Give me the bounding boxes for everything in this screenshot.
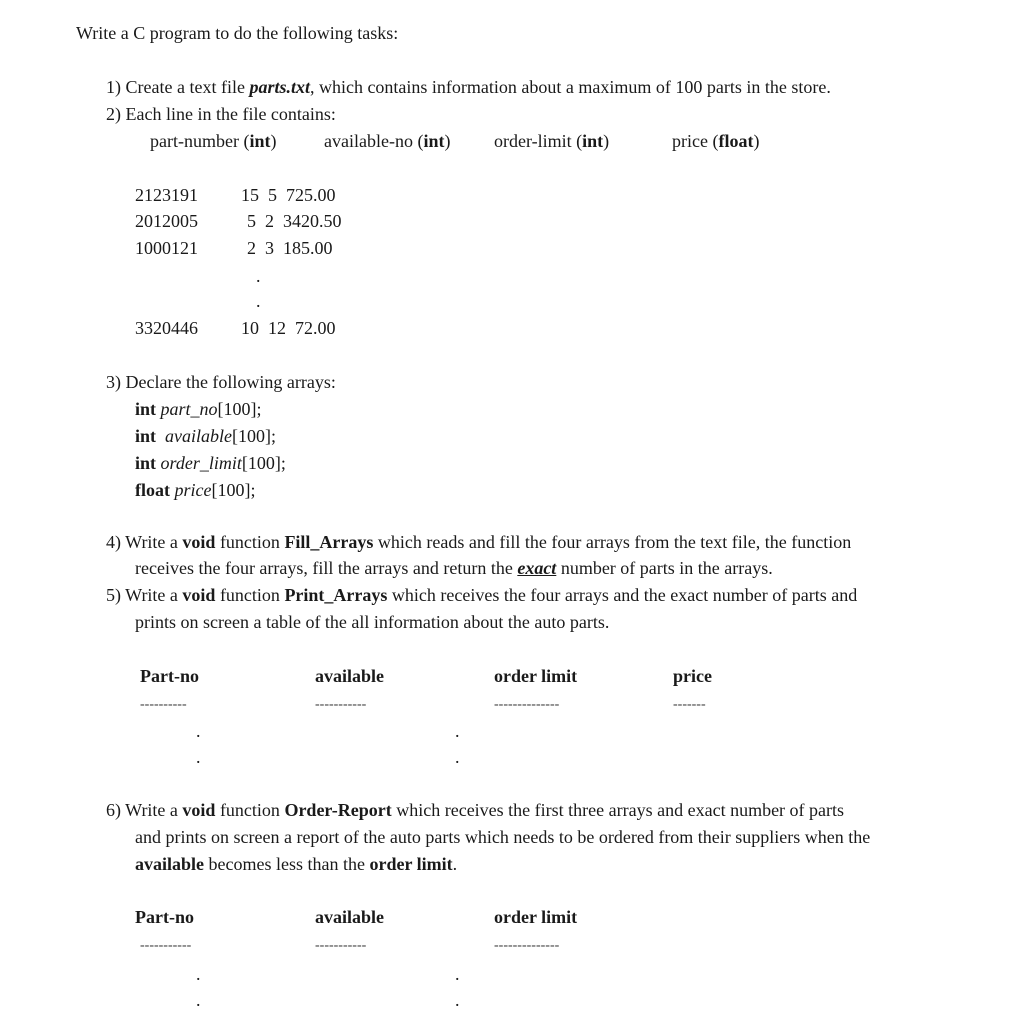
task-4-line-1: 4) Write a void function Fill_Arrays which reads and fill the four arrays from the text file, the function — [106, 532, 852, 552]
array-decl-order-limit: int order_limit[100]; — [135, 453, 286, 473]
task-6-line-2: and prints on screen a report of the auto parts which needs to be ordered from their suppliers when the — [135, 827, 871, 847]
page-title: Write a C program to do the following tasks: — [76, 23, 399, 43]
task-4-line-2: receives the four arrays, fill the arrays and return the exact number of parts in the arrays. — [135, 558, 773, 578]
task-5-line-2: prints on screen a table of the all information about the auto parts. — [135, 612, 610, 632]
dash-rule: ---------- — [140, 697, 187, 712]
task-3: 3) Declare the following arrays: — [106, 372, 336, 392]
table-row: 1000121 — [135, 238, 198, 258]
ellipsis-dot: . — [256, 291, 261, 311]
column-header: Part-no — [135, 907, 194, 927]
task-6-line-3: available becomes less than the order limit. — [135, 854, 458, 874]
ellipsis-dot: . — [196, 721, 201, 741]
dash-rule: -------------- — [494, 697, 560, 712]
exact-emphasis: exact — [517, 558, 557, 578]
field-part-number: part-number (int) — [150, 131, 277, 151]
task-5-line-1: 5) Write a void function Print_Arrays which receives the four arrays and the exact number of parts and — [106, 585, 858, 605]
table-row: 3320446 — [135, 318, 198, 338]
task-1-prefix: Create a text file — [125, 77, 245, 97]
dash-rule: ----------- — [315, 938, 367, 953]
task-6-line-1: 6) Write a void function Order-Report which receives the first three arrays and exact number of parts — [106, 800, 845, 820]
field-order-limit: order-limit (int) — [494, 131, 610, 151]
ellipsis-dot: . — [455, 990, 460, 1010]
array-decl-available: int available[100]; — [135, 426, 276, 446]
task-1 — [106, 77, 831, 99]
dash-rule: ----------- — [315, 697, 367, 712]
dash-rule: ------- — [673, 697, 706, 712]
task-1-filename: parts.txt — [249, 77, 310, 97]
ellipsis-dot: . — [196, 964, 201, 984]
column-header: order limit — [494, 907, 578, 927]
table-row: 2012005 — [135, 211, 198, 231]
dash-rule: ----------- — [140, 938, 192, 953]
task-1-number: 1) — [106, 77, 121, 97]
task-2: 2) Each line in the file contains: — [106, 104, 336, 124]
column-header: Part-no — [140, 666, 199, 686]
table-row-values: 10 12 72.00 — [241, 318, 336, 338]
ellipsis-dot: . — [455, 721, 460, 741]
table-row-values: 2 3 185.00 — [247, 238, 333, 258]
task-1-suffix: , which contains information about a maximum of 100 parts in the store. — [309, 77, 831, 97]
column-header: order limit — [494, 666, 578, 686]
column-header: available — [315, 666, 385, 686]
column-header: available — [315, 907, 385, 927]
table-row-values: 5 2 3420.50 — [247, 211, 342, 231]
field-available-no: available-no (int) — [324, 131, 451, 151]
ellipsis-dot: . — [196, 747, 201, 767]
table-row-values: 15 5 725.00 — [241, 185, 336, 205]
table-row: 2123191 — [135, 185, 198, 205]
field-price: price (float) — [672, 131, 760, 151]
array-decl-price: float price[100]; — [135, 480, 256, 500]
ellipsis-dot: . — [455, 747, 460, 767]
dash-rule: -------------- — [494, 938, 560, 953]
ellipsis-dot: . — [455, 964, 460, 984]
ellipsis-dot: . — [196, 990, 201, 1010]
ellipsis-dot: . — [256, 266, 261, 286]
column-header: price — [673, 666, 712, 686]
array-decl-part-no: int part_no[100]; — [135, 399, 262, 419]
